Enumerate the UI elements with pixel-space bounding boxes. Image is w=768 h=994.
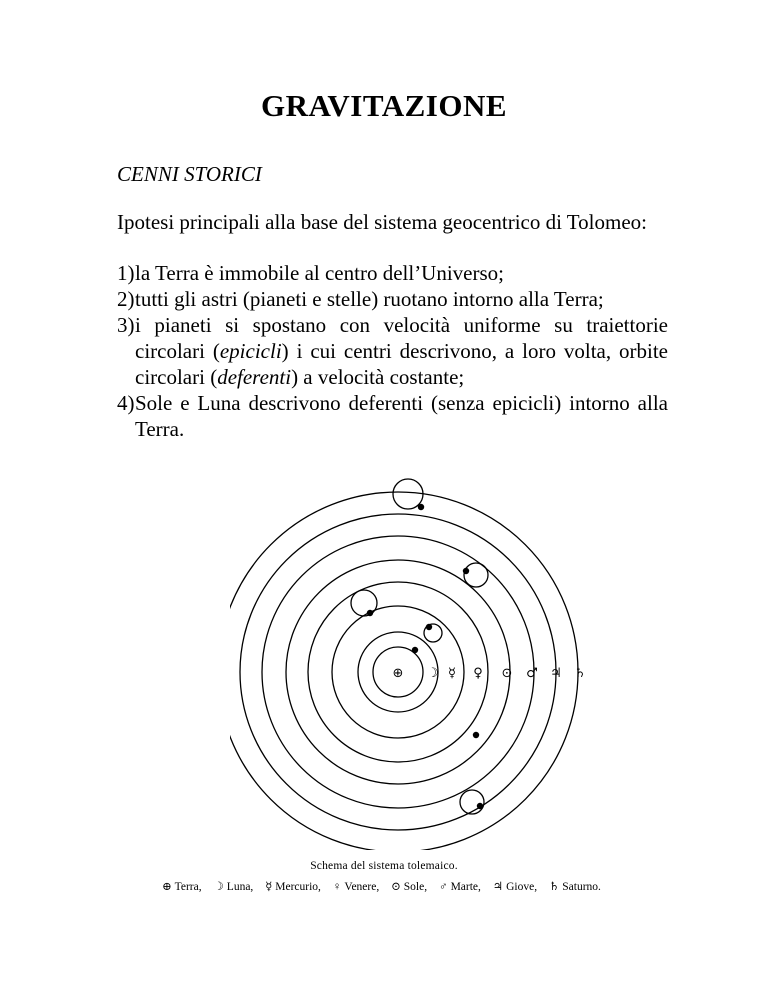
list-item-text-part: ) i cui centri descrivono, a loro volta, orbite circolari ( <box>135 339 668 389</box>
list-item <box>117 312 668 390</box>
venus-symbol: ♀ <box>473 666 483 681</box>
section-subtitle: CENNI STORICI <box>117 162 262 186</box>
legend-label: Sole, <box>403 881 428 893</box>
earth-icon: ⊕ <box>162 881 172 893</box>
epicycle-circle <box>351 590 377 616</box>
sun-symbol: ⊙ <box>501 666 513 681</box>
list-item-number: 2) <box>117 287 135 311</box>
saturn-symbol: ♄ <box>574 666 586 681</box>
planet-dot <box>477 803 483 809</box>
earth-symbol: ⊕ <box>392 666 404 681</box>
page-title: GRAVITAZIONE <box>260 88 508 123</box>
planet-dot <box>367 610 373 616</box>
legend-label: Mercurio, <box>275 881 321 893</box>
saturn-icon: ♄ <box>548 881 560 893</box>
planet-dot <box>463 568 469 574</box>
list-item-text: Sole e Luna descrivono deferenti (senza epicicli) intorno alla Terra. <box>135 391 668 441</box>
legend-label: Terra, <box>174 881 202 893</box>
legend-label: Luna, <box>226 881 254 893</box>
hypotheses-list <box>117 260 668 442</box>
planet-dot <box>412 647 418 653</box>
list-item-number: 3) <box>117 313 135 337</box>
moon-symbol: ☽ <box>427 666 439 681</box>
figure-caption: Schema del sistema tolemaico. <box>310 860 458 872</box>
legend-label: Saturno. <box>562 881 601 893</box>
list-item-number: 1) <box>117 261 135 285</box>
epicycle-circle <box>460 790 484 814</box>
planet-dot <box>426 624 432 630</box>
jupiter-icon: ♃ <box>492 881 504 893</box>
intro-paragraph: Ipotesi principali alla base del sistema geocentrico di Tolomeo: <box>117 210 647 234</box>
planet-dot <box>473 732 479 738</box>
list-item-number: 4) <box>117 391 135 415</box>
ptolemaic-system-diagram <box>230 470 610 850</box>
mars-icon: ♂ <box>438 881 448 893</box>
list-item <box>117 390 668 442</box>
planet-dot <box>418 504 424 510</box>
moon-icon: ☽ <box>213 881 224 893</box>
mercury-symbol: ☿ <box>448 666 456 681</box>
list-item-text: la Terra è immobile al centro dell’Universo; <box>135 261 505 285</box>
mars-symbol: ♂ <box>526 666 538 681</box>
venus-icon: ♀ <box>332 881 342 893</box>
figure-legend <box>162 879 601 893</box>
list-item <box>117 286 668 312</box>
sun-icon: ⊙ <box>391 881 401 893</box>
legend-label: Venere, <box>344 881 380 893</box>
jupiter-symbol: ♃ <box>550 666 562 681</box>
epicycle-circle <box>393 479 423 509</box>
legend-label: Giove, <box>506 881 538 893</box>
list-item-text-part: ) a velocità costante; <box>291 365 465 389</box>
list-item <box>117 260 668 286</box>
list-item-text-part: i pianeti si spostano con velocità uniforme su traiettorie circolari ( <box>135 313 668 363</box>
mercury-icon: ☿ <box>265 881 273 893</box>
legend-label: Marte, <box>450 881 481 893</box>
epicycle-circle <box>464 563 488 587</box>
term-epicicli: epicicli <box>219 339 282 363</box>
list-item-text: tutti gli astri (pianeti e stelle) ruotano intorno alla Terra; <box>135 287 604 311</box>
term-deferenti: deferenti <box>217 365 292 389</box>
